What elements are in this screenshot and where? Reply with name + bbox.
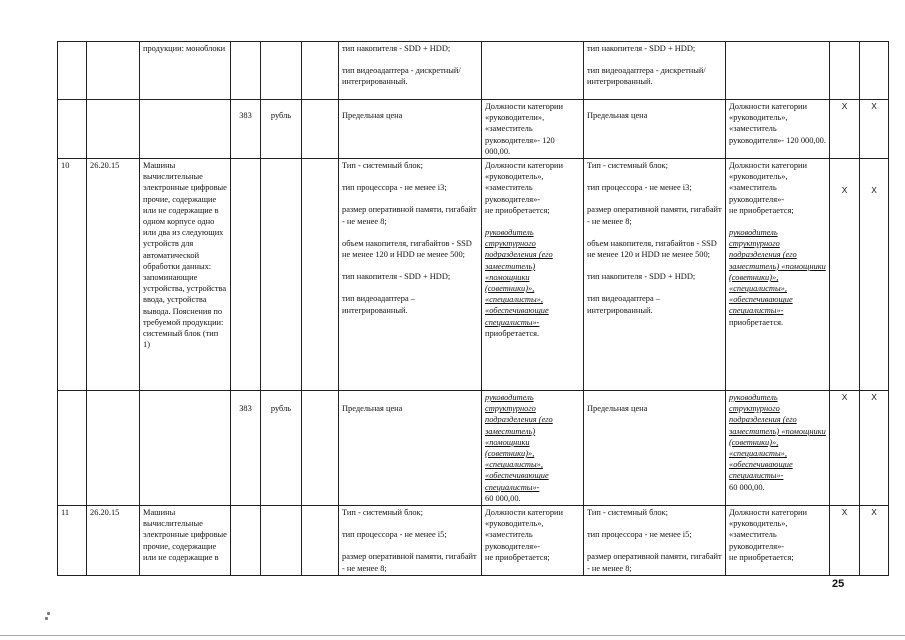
spec-line: тип видеоадаптера - дискретный/интегрированный.: [342, 66, 461, 87]
spec-line: тип накопителя - SDD + HDD;: [587, 44, 696, 53]
cell-value-b: [726, 159, 830, 391]
cell-num: 10: [58, 159, 87, 391]
spec-line: тип накопителя - SDD + HDD;: [587, 272, 696, 282]
value-line: 60 000,00.: [729, 482, 765, 492]
value-line: 60 000,00.: [485, 493, 521, 503]
cell-unit: [261, 506, 302, 576]
cell-name: продукции: моноблоки: [140, 42, 231, 100]
requirements-table: [57, 41, 889, 576]
cell-value-a: Должности категории «руководители», «заместитель руководителя»- 120 000,00.: [482, 100, 584, 159]
cell-gap: [302, 159, 339, 391]
table-row: [58, 159, 889, 391]
cell-code: [231, 159, 261, 391]
cell-gap: [302, 391, 339, 506]
cell-x1: [830, 42, 860, 100]
cell-num: [58, 100, 87, 159]
value-line: Должности категории «руководитель», «заместитель руководителя»-: [729, 161, 807, 204]
cell-unit: рубль: [261, 391, 302, 506]
value-line: руководитель структурного подразделения (его заместитель) «помощники (советники)», «специалисты», «обеспечивающие специалисты»-: [485, 228, 553, 327]
cell-x2: X: [860, 159, 889, 391]
cell-value-a: [482, 391, 584, 506]
cell-okpd: [87, 42, 140, 100]
cell-value-b: [726, 391, 830, 506]
cell-spec-2: [584, 506, 726, 576]
cell-param: Предельная цена: [339, 391, 482, 506]
cell-gap: [302, 100, 339, 159]
cell-unit: [261, 159, 302, 391]
value-line: Должности категории «руководитель», «заместитель руководителя»-: [729, 508, 807, 551]
cell-param-2: Предельная цена: [584, 391, 726, 506]
spec-line: размер оперативной памяти, гигабайт - не менее 8;: [587, 552, 722, 573]
value-line: руководитель структурного подразделения (его заместитель) «помощники (советники)», «специалисты», «обеспечивающие специалисты»-: [485, 393, 553, 492]
cell-name: Машины вычислительные электронные цифровые прочие, содержащие или не содержащие в одном корпусе одно или два из следующих устройств для автоматической обработки данных: запоминающие устройства, устройства ввода, устройства вывода. Пояснения по требуемой продукции: системный блок (тип 1): [140, 159, 231, 391]
spec-line: размер оперативной памяти, гигабайт - не менее 8;: [587, 205, 722, 226]
cell-spec: [339, 42, 482, 100]
page-number: 25: [832, 578, 845, 590]
spec-line: тип видеоадаптера - дискретный/интегрированный.: [587, 66, 706, 87]
spec-line: Тип - системный блок;: [342, 161, 423, 171]
cell-spec: [339, 159, 482, 391]
cell-okpd: 26.20.15: [87, 159, 140, 391]
value-line: не приобретается;: [729, 205, 794, 215]
cell-spec: [339, 506, 482, 576]
cell-value-a: [482, 42, 584, 100]
cell-code: 383: [231, 100, 261, 159]
value-line: приобретается.: [729, 317, 784, 327]
cell-x1: X: [830, 159, 860, 391]
scan-speck: [45, 617, 48, 620]
table-row: [58, 100, 889, 159]
value-line: не приобретается;: [485, 552, 550, 562]
cell-value-b: Должности категории «руководитель», «заместитель руководителя»- 120 000,00.: [726, 100, 830, 159]
cell-param: Предельная цена: [339, 100, 482, 159]
spec-line: размер оперативной памяти, гигабайт - не менее 8;: [342, 205, 477, 226]
cell-x2: X: [860, 506, 889, 576]
cell-gap: [302, 506, 339, 576]
spec-line: тип процессора - не менее i5;: [342, 530, 447, 540]
spec-line: тип видеоадаптера – интегрированный.: [587, 294, 660, 315]
spec-line: тип накопителя - SDD + HDD;: [342, 272, 451, 282]
cell-value-a: [482, 506, 584, 576]
cell-num: 11: [58, 506, 87, 576]
spec-line: тип процессора - не менее i5;: [587, 530, 692, 540]
cell-value-b: [726, 506, 830, 576]
cell-code: [231, 42, 261, 100]
cell-unit: [261, 42, 302, 100]
cell-x2: X: [860, 100, 889, 159]
spec-line: Тип - системный блок;: [587, 161, 668, 171]
cell-spec-2: [584, 159, 726, 391]
cell-value-a: [482, 159, 584, 391]
cell-x2: [860, 42, 889, 100]
value-line: приобретается.: [485, 328, 540, 338]
cell-gap: [302, 42, 339, 100]
cell-code: [231, 506, 261, 576]
cell-name: Машины вычислительные электронные цифровые прочие, содержащие или не содержащие в: [140, 506, 231, 576]
table-row: [58, 391, 889, 506]
cell-x1: X: [830, 391, 860, 506]
cell-code: 383: [231, 391, 261, 506]
cell-okpd: [87, 391, 140, 506]
spec-line: тип процессора - не менее i3;: [342, 183, 447, 193]
value-line: Должности категории «руководитель», «заместитель руководителя»-: [485, 161, 563, 204]
cell-okpd: [87, 100, 140, 159]
spec-line: тип видеоадаптера – интегрированный.: [342, 294, 415, 315]
spec-line: Тип - системный блок;: [587, 508, 668, 518]
value-line: не приобретается;: [729, 552, 794, 562]
scan-speck: [47, 612, 50, 615]
spec-line: объем накопителя, гигабайтов - SSD не менее 120 и HDD не менее 500;: [587, 238, 717, 260]
scan-edge-line: [0, 635, 905, 636]
cell-num: [58, 42, 87, 100]
spec-line: Тип - системный блок;: [342, 508, 423, 518]
spec-line: тип накопителя - SDD + HDD;: [342, 44, 451, 53]
spec-line: тип процессора - не менее i3;: [587, 183, 692, 193]
spec-line: размер оперативной памяти, гигабайт - не менее 8;: [342, 552, 477, 573]
cell-unit: рубль: [261, 100, 302, 159]
table-row: [58, 506, 889, 576]
value-line: руководитель структурного подразделения (его заместитель) «помощники (советники)», «специалисты», «обеспечивающие специалисты»-: [729, 228, 826, 316]
cell-value-b: [726, 42, 830, 100]
cell-num: [58, 391, 87, 506]
value-line: руководитель структурного подразделения (его заместитель) «помощники (советники)», «специалисты», «обеспечивающие специалисты»-: [729, 393, 826, 481]
cell-name: [140, 100, 231, 159]
spec-line: объем накопителя, гигабайтов - SSD не менее 120 и HDD не менее 500;: [342, 238, 472, 260]
value-line: Должности категории «руководитель», «заместитель руководителя»-: [485, 508, 563, 551]
cell-param-2: Предельная цена: [584, 100, 726, 159]
value-line: не приобретается;: [485, 205, 550, 215]
cell-okpd: 26.20.15: [87, 506, 140, 576]
cell-x2: X: [860, 391, 889, 506]
cell-x1: X: [830, 100, 860, 159]
table-row: [58, 42, 889, 100]
cell-spec-2: [584, 42, 726, 100]
cell-name: [140, 391, 231, 506]
cell-x1: X: [830, 506, 860, 576]
